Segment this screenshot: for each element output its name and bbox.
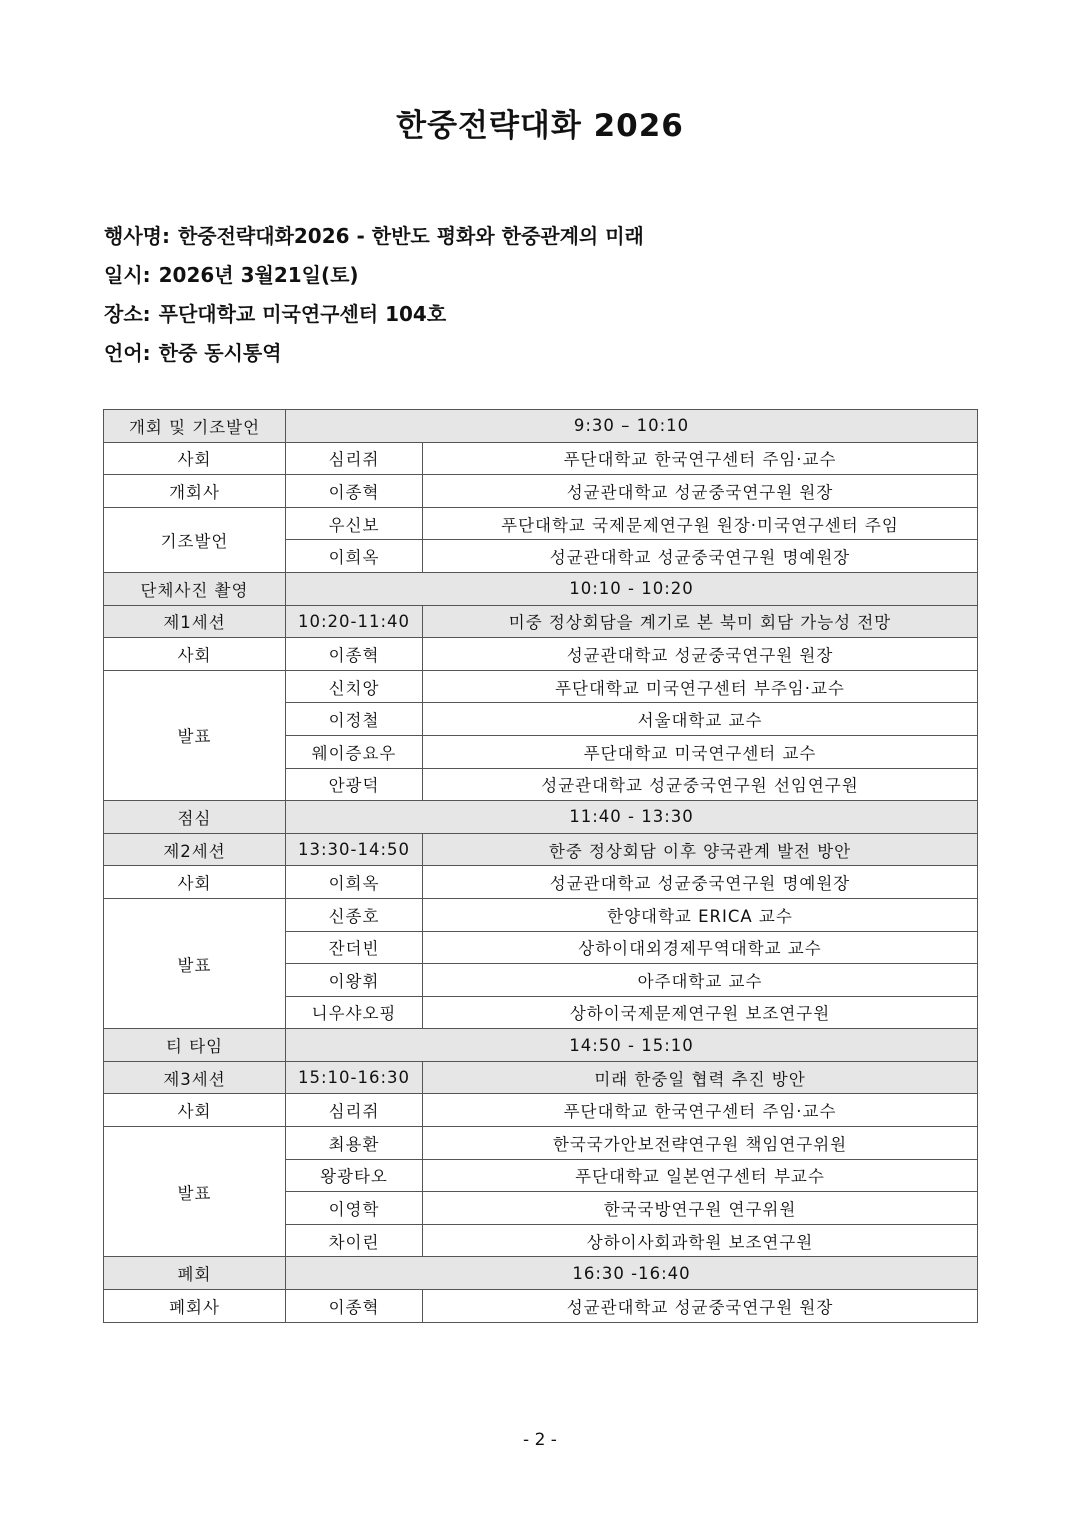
table-row xyxy=(104,638,978,671)
affiliation-cell: 푸단대학교 한국연구센터 주임·교수 xyxy=(423,442,978,475)
name-cell: 니우샤오핑 xyxy=(286,996,423,1029)
name-cell: 이종혁 xyxy=(286,638,423,671)
session-topic: 미래 한중일 협력 추진 방안 xyxy=(423,1061,978,1094)
affiliation-cell: 한국국방연구원 연구위원 xyxy=(423,1192,978,1225)
name-cell: 잔더빈 xyxy=(286,931,423,964)
session-time: 13:30-14:50 xyxy=(286,833,423,866)
name-cell: 이희옥 xyxy=(286,866,423,899)
info-date-label: 일시: xyxy=(104,263,151,287)
name-cell: 신종호 xyxy=(286,898,423,931)
affiliation-cell: 한국국가안보전략연구원 책임연구위원 xyxy=(423,1127,978,1160)
info-event-label: 행사명: xyxy=(104,224,170,248)
table-row xyxy=(104,605,978,638)
block-time: 16:30 -16:40 xyxy=(286,1257,978,1290)
block-label: 티 타임 xyxy=(104,1029,286,1062)
name-cell: 이희옥 xyxy=(286,540,423,573)
block-time: 14:50 - 15:10 xyxy=(286,1029,978,1062)
info-date-value: 2026년 3월21일(토) xyxy=(158,263,359,287)
name-cell: 이정철 xyxy=(286,703,423,736)
name-cell: 안광덕 xyxy=(286,768,423,801)
role-cell: 사회 xyxy=(104,442,286,475)
session-time: 10:20-11:40 xyxy=(286,605,423,638)
table-row xyxy=(104,866,978,899)
affiliation-cell: 성균관대학교 성균중국연구원 명예원장 xyxy=(423,866,978,899)
block-time: 10:10 - 10:20 xyxy=(286,572,978,605)
affiliation-cell: 푸단대학교 일본연구센터 부교수 xyxy=(423,1159,978,1192)
table-row xyxy=(104,410,978,443)
affiliation-cell: 상하이사회과학원 보조연구원 xyxy=(423,1224,978,1257)
affiliation-cell: 한양대학교 ERICA 교수 xyxy=(423,898,978,931)
session-topic: 한중 정상회담 이후 양국관계 발전 방안 xyxy=(423,833,978,866)
affiliation-cell: 성균관대학교 성균중국연구원 원장 xyxy=(423,475,978,508)
info-date xyxy=(104,259,367,288)
block-time: 11:40 - 13:30 xyxy=(286,801,978,834)
table-row xyxy=(104,507,978,540)
affiliation-cell: 상하이대외경제무역대학교 교수 xyxy=(423,931,978,964)
info-event-value: 한중전략대화2026 - 한반도 평화와 한중관계의 미래 xyxy=(177,224,644,248)
table-row xyxy=(104,1290,978,1323)
affiliation-cell: 아주대학교 교수 xyxy=(423,964,978,997)
name-cell: 신치앙 xyxy=(286,670,423,703)
affiliation-cell: 푸단대학교 미국연구센터 교수 xyxy=(423,735,978,768)
block-label: 점심 xyxy=(104,801,286,834)
info-language xyxy=(104,337,290,366)
affiliation-cell: 푸단대학교 국제문제연구원 원장·미국연구센터 주임 xyxy=(423,507,978,540)
table-row xyxy=(104,1061,978,1094)
role-cell: 사회 xyxy=(104,866,286,899)
name-cell: 이왕휘 xyxy=(286,964,423,997)
affiliation-cell: 서울대학교 교수 xyxy=(423,703,978,736)
session-label: 제3세션 xyxy=(104,1061,286,1094)
table-row xyxy=(104,475,978,508)
block-time: 9:30 – 10:10 xyxy=(286,410,978,443)
name-cell: 웨이증요우 xyxy=(286,735,423,768)
schedule-table xyxy=(103,409,978,1323)
affiliation-cell: 성균관대학교 성균중국연구원 명예원장 xyxy=(423,540,978,573)
info-language-value: 한중 동시통역 xyxy=(158,341,282,365)
session-time: 15:10-16:30 xyxy=(286,1061,423,1094)
role-cell: 사회 xyxy=(104,1094,286,1127)
table-row xyxy=(104,833,978,866)
name-cell: 이종혁 xyxy=(286,475,423,508)
name-cell: 왕광타오 xyxy=(286,1159,423,1192)
role-cell: 발표 xyxy=(104,670,286,800)
name-cell: 심리쥐 xyxy=(286,1094,423,1127)
block-label: 단체사진 촬영 xyxy=(104,572,286,605)
document-title: 한중전략대화 2026 xyxy=(396,108,684,144)
affiliation-cell: 푸단대학교 한국연구센터 주임·교수 xyxy=(423,1094,978,1127)
name-cell: 심리쥐 xyxy=(286,442,423,475)
info-venue xyxy=(104,298,454,327)
table-row xyxy=(104,898,978,931)
info-venue-value: 푸단대학교 미국연구센터 104호 xyxy=(158,302,447,326)
table-row xyxy=(104,572,978,605)
name-cell: 이영학 xyxy=(286,1192,423,1225)
name-cell: 최용환 xyxy=(286,1127,423,1160)
role-cell: 기조발언 xyxy=(104,507,286,572)
role-cell: 폐회사 xyxy=(104,1290,286,1323)
table-row xyxy=(104,442,978,475)
affiliation-cell: 성균관대학교 성균중국연구원 원장 xyxy=(423,638,978,671)
table-row xyxy=(104,801,978,834)
session-label: 제1세션 xyxy=(104,605,286,638)
block-label: 개회 및 기조발언 xyxy=(104,410,286,443)
session-label: 제2세션 xyxy=(104,833,286,866)
table-row xyxy=(104,1127,978,1160)
role-cell: 발표 xyxy=(104,898,286,1028)
affiliation-cell: 푸단대학교 미국연구센터 부주임·교수 xyxy=(423,670,978,703)
page-number: - 2 - xyxy=(523,1430,557,1450)
affiliation-cell: 상하이국제문제연구원 보조연구원 xyxy=(423,996,978,1029)
name-cell: 이종혁 xyxy=(286,1290,423,1323)
table-row xyxy=(104,1094,978,1127)
info-event xyxy=(104,220,652,249)
info-language-label: 언어: xyxy=(104,341,151,365)
table-row xyxy=(104,670,978,703)
role-cell: 발표 xyxy=(104,1127,286,1257)
table-row xyxy=(104,1257,978,1290)
block-label: 폐회 xyxy=(104,1257,286,1290)
affiliation-cell: 성균관대학교 성균중국연구원 원장 xyxy=(423,1290,978,1323)
role-cell: 개회사 xyxy=(104,475,286,508)
name-cell: 차이린 xyxy=(286,1224,423,1257)
table-row xyxy=(104,1029,978,1062)
role-cell: 사회 xyxy=(104,638,286,671)
info-venue-label: 장소: xyxy=(104,302,151,326)
session-topic: 미중 정상회담을 계기로 본 북미 회담 가능성 전망 xyxy=(423,605,978,638)
name-cell: 우신보 xyxy=(286,507,423,540)
affiliation-cell: 성균관대학교 성균중국연구원 선임연구원 xyxy=(423,768,978,801)
